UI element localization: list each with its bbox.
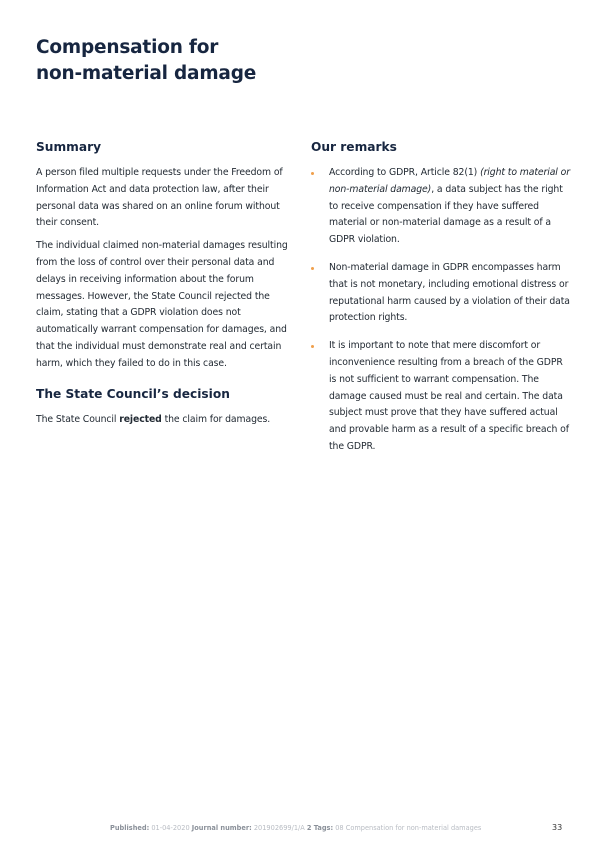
title-line-2: non-material damage [36,63,257,84]
remarks-item [311,165,571,249]
page-title [36,35,436,87]
decision-text-pre: The State Council [36,413,120,425]
title-line-1: Compensation for [36,37,219,58]
tags-label: 2 Tags: [306,824,334,832]
remark-3-text: It is important to note that mere discomfort or inconvenience resulting from a breach of the GDPR is not sufficient to warrant compensation. The damage caused must be real and certain. The data subject must prove that they have suffered actual and provable harm as a result of a specific breach of the GDPR. [329,340,569,452]
journal-label: Journal number: [191,824,252,832]
bullet-dot-icon [311,345,314,348]
remarks-heading: Our remarks [311,140,397,154]
remark-1-pre: According to GDPR, Article 82(1) [329,167,481,178]
bullet-dot-icon [311,172,314,175]
journal-value: 201902699/1/A [253,824,305,832]
published-value: 01-04-2020 [151,824,190,832]
left-column [36,138,298,434]
remark-2-text: Non-material damage in GDPR encompasses harm that is not monetary, including emotional distress or reputational harm caused by a violation of their data protection rights. [329,261,570,324]
remarks-item [311,338,571,456]
remark-1-italic: (right to material or non-material damage) [329,167,570,195]
remark-1-post: , a data subject has the right to receive compensation if they have suffered material or non-material damage as a result of a GDPR violation. [329,183,563,246]
tags-value: 08 Compensation for non-material damages [335,824,482,832]
decision-text-post: the claim for damages. [161,413,271,425]
right-column [311,138,571,467]
remarks-item [311,260,571,327]
page-number: 33 [552,823,563,832]
bullet-dot-icon [311,267,314,270]
summary-heading: Summary [36,140,102,154]
published-label: Published: [110,824,150,832]
decision-heading: The State Council’s decision [36,386,230,401]
remarks-list [311,165,571,456]
decision-verdict: rejected [119,413,162,425]
summary-paragraph-2: The individual claimed non-material damages resulting from the loss of control over their personal data and delays in receiving information about the forum messages. However, the State Council rejected the claim, stating that a GDPR violation does not automatically warrant compensation for damages, and that the individual must demonstrate real and certain harm, which they failed to do in this case. [36,240,288,369]
summary-paragraph-1: A person filed multiple requests under the Freedom of Information Act and data protection law, after their personal data was shared on an online forum without their consent. [36,167,283,229]
decision-paragraph [36,412,298,429]
